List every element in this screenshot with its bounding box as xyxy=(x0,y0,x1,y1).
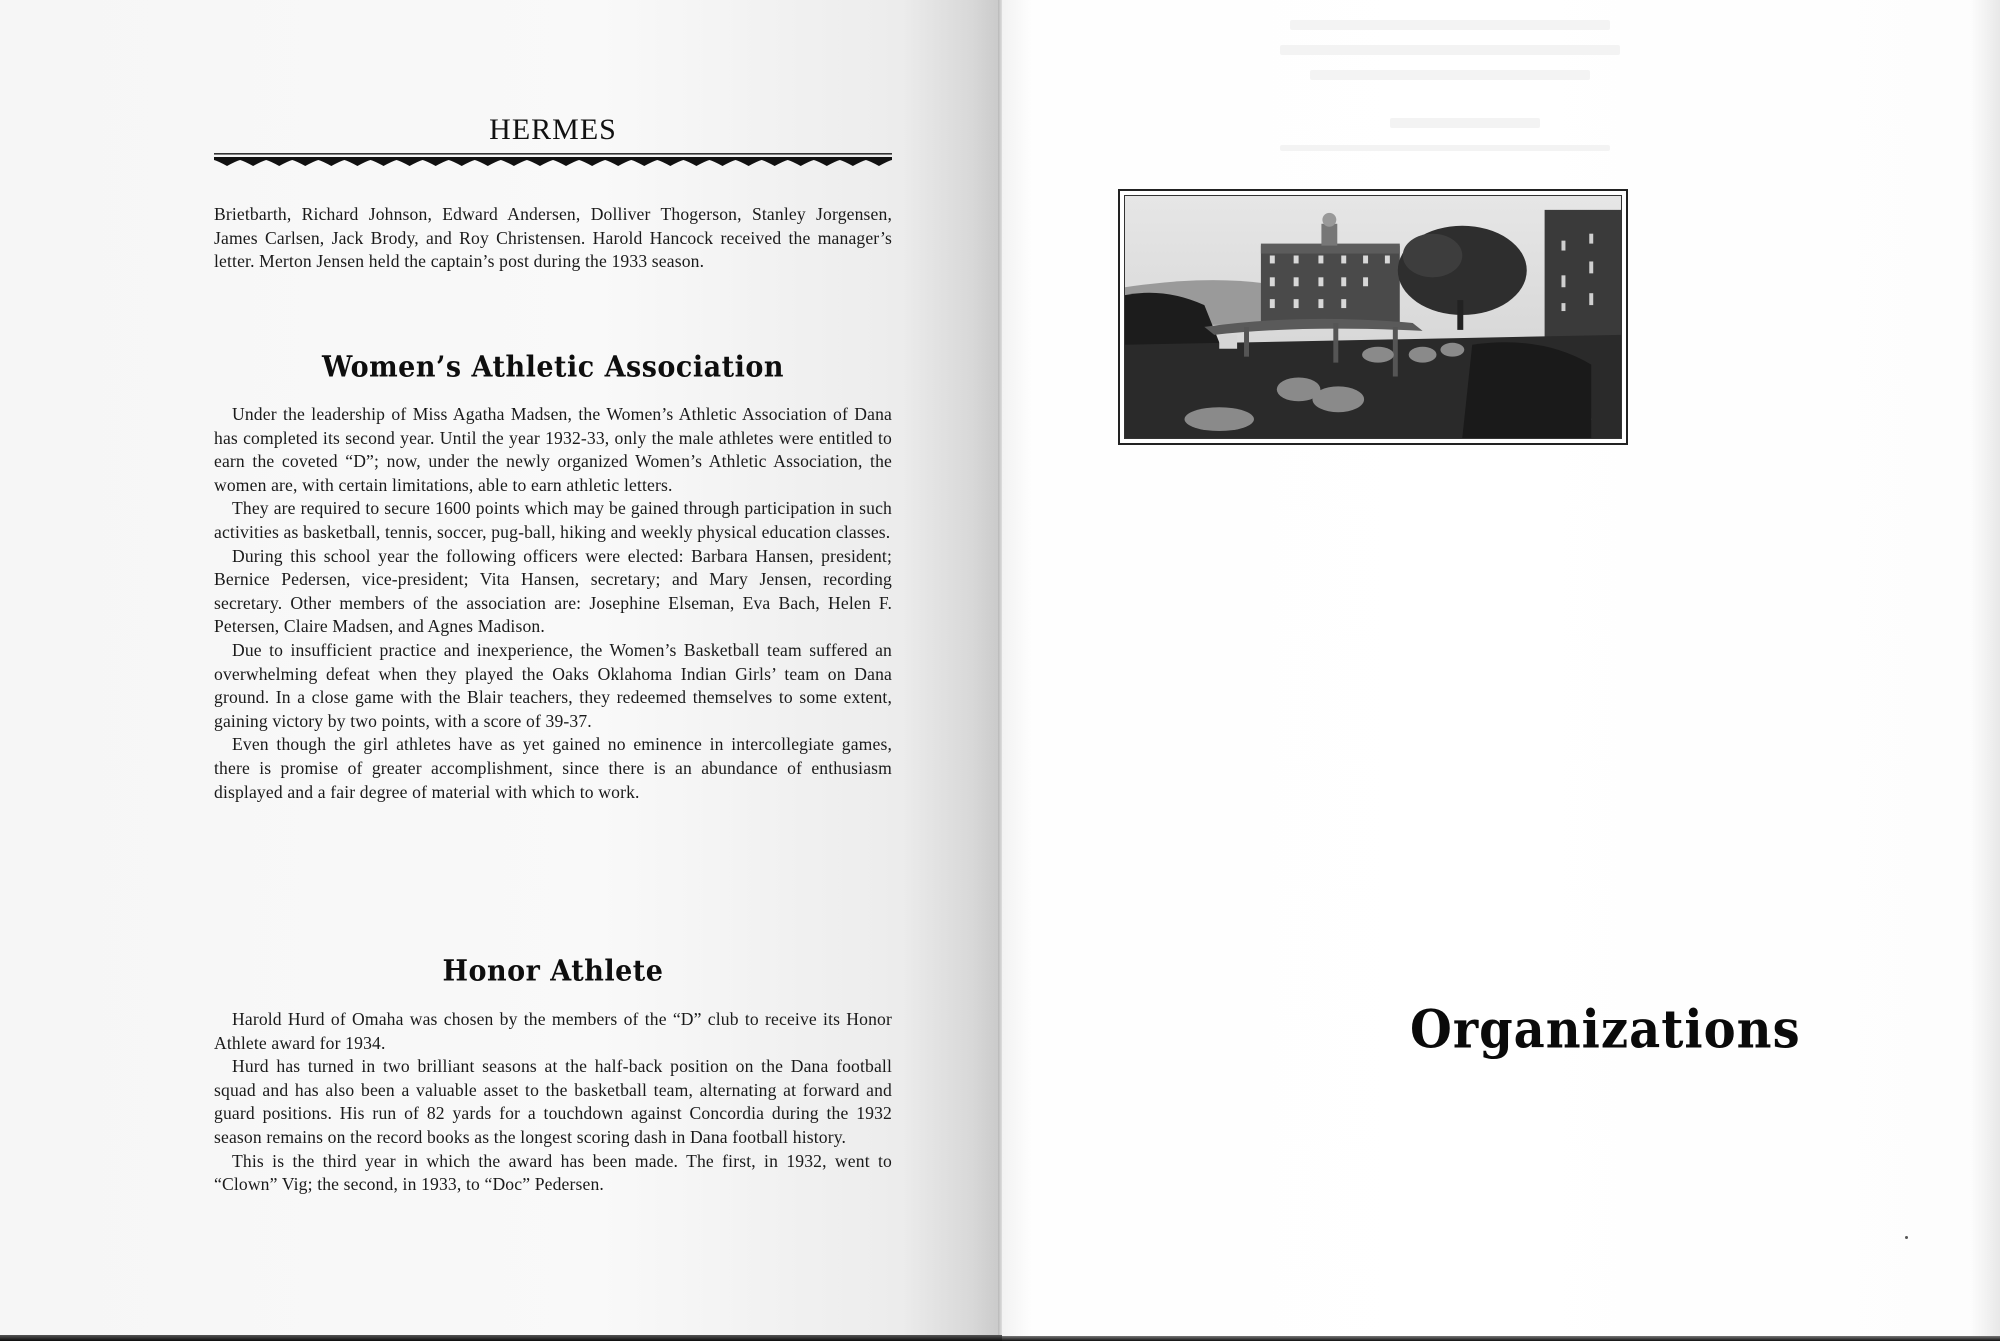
main-building xyxy=(1261,246,1400,325)
bushes-right xyxy=(1462,342,1591,438)
campus-photo xyxy=(1118,189,1628,445)
header-decorative-rule xyxy=(214,152,892,172)
paragraph: Due to insufficient practice and inexperience, the Women’s Basketball team suffered an overwhelming defeat when they played the Oaks Oklahoma Indian Girls’ team on Dana ground. In a close game with the Blair teachers, they redeemed themselves to some extent, gaining victory by two points, with a score of 39-37. xyxy=(214,639,892,731)
section-title-organizations: Organizations xyxy=(1410,999,1801,1061)
intro-paragraph: Brietbarth, Richard Johnson, Edward Andersen, Dolliver Thogerson, Stanley Jorgensen, James Carlsen, Jack Brody, and Roy Christensen. Harold Hancock received the manager’s letter. Merton Jensen held the captain’s post during the 1933 season. xyxy=(214,204,892,272)
right-building xyxy=(1545,210,1621,339)
show-through-text xyxy=(1280,145,1610,151)
rule-scallops xyxy=(214,160,892,166)
show-through-text xyxy=(1390,118,1540,128)
paper-speck xyxy=(1905,1236,1908,1239)
campus-photo-image xyxy=(1124,195,1622,439)
rule-thick-line xyxy=(214,157,892,160)
cupola xyxy=(1321,224,1337,246)
paragraph: This is the third year in which the award has been made. The first, in 1932, went to “Clown” Vig; the second, in 1933, to “Doc” Pedersen. xyxy=(214,1150,892,1195)
womens-athletic-association-body xyxy=(214,403,892,804)
campus-photo-illustration xyxy=(1125,196,1621,438)
show-through-text xyxy=(1290,20,1610,30)
paragraph: They are required to secure 1600 points which may be gained through participation in such activities as basketball, tennis, soccer, pug-ball, hiking and weekly physical education classes. xyxy=(214,498,892,542)
rule-thin-line xyxy=(214,153,892,155)
intro-paragraph-block xyxy=(214,203,892,274)
running-header: HERMES xyxy=(489,113,617,146)
paragraph: Even though the girl athletes have as yet gained no eminence in intercollegiate games, there is promise of greater accomplishment, since there is an abundance of enthusiasm displayed and a fair degree of material with which to work. xyxy=(214,734,892,802)
white-bench xyxy=(1219,335,1237,349)
paragraph: Harold Hurd of Omaha was chosen by the members of the “D” club to receive its Honor Athlete award for 1934. xyxy=(214,1009,892,1053)
section-heading-honor-athlete: Honor Athlete xyxy=(442,954,664,989)
show-through-text xyxy=(1280,45,1620,55)
section-heading-womens-athletic-association: Women’s Athletic Association xyxy=(321,350,784,385)
paragraph: During this school year the following officers were elected: Barbara Hansen, president; Bernice Pedersen, vice-president; Vita Hansen, secretary; and Mary Jensen, recording secretary. Other members of the association are: Josephine Elseman, Eva Bach, Helen F. Petersen, Claire Madsen, and Agnes Madison. xyxy=(214,545,892,637)
paragraph: Hurd has turned in two brilliant seasons at the half-back position on the Dana football squad and has also been a valuable asset to the basketball team, alternating at forward and guard positions. His run of 82 yards for a touchdown against Concordia during the 1932 season remains on the record books as the longest scoring dash in Dana football history. xyxy=(214,1056,892,1147)
honor-athlete-body xyxy=(214,1008,892,1197)
rule-scallop-points xyxy=(214,160,892,166)
paragraph: Under the leadership of Miss Agatha Madsen, the Women’s Athletic Association of Dana has completed its second year. Until the year 1932-33, only the male athletes were entitled to earn the coveted “D”; now, under the newly organized Women’s Athletic Association, the women are, with certain limitations, able to earn athletic letters. xyxy=(214,404,892,495)
show-through-text xyxy=(1310,70,1590,80)
page-bottom-edge-left xyxy=(0,1335,1002,1341)
